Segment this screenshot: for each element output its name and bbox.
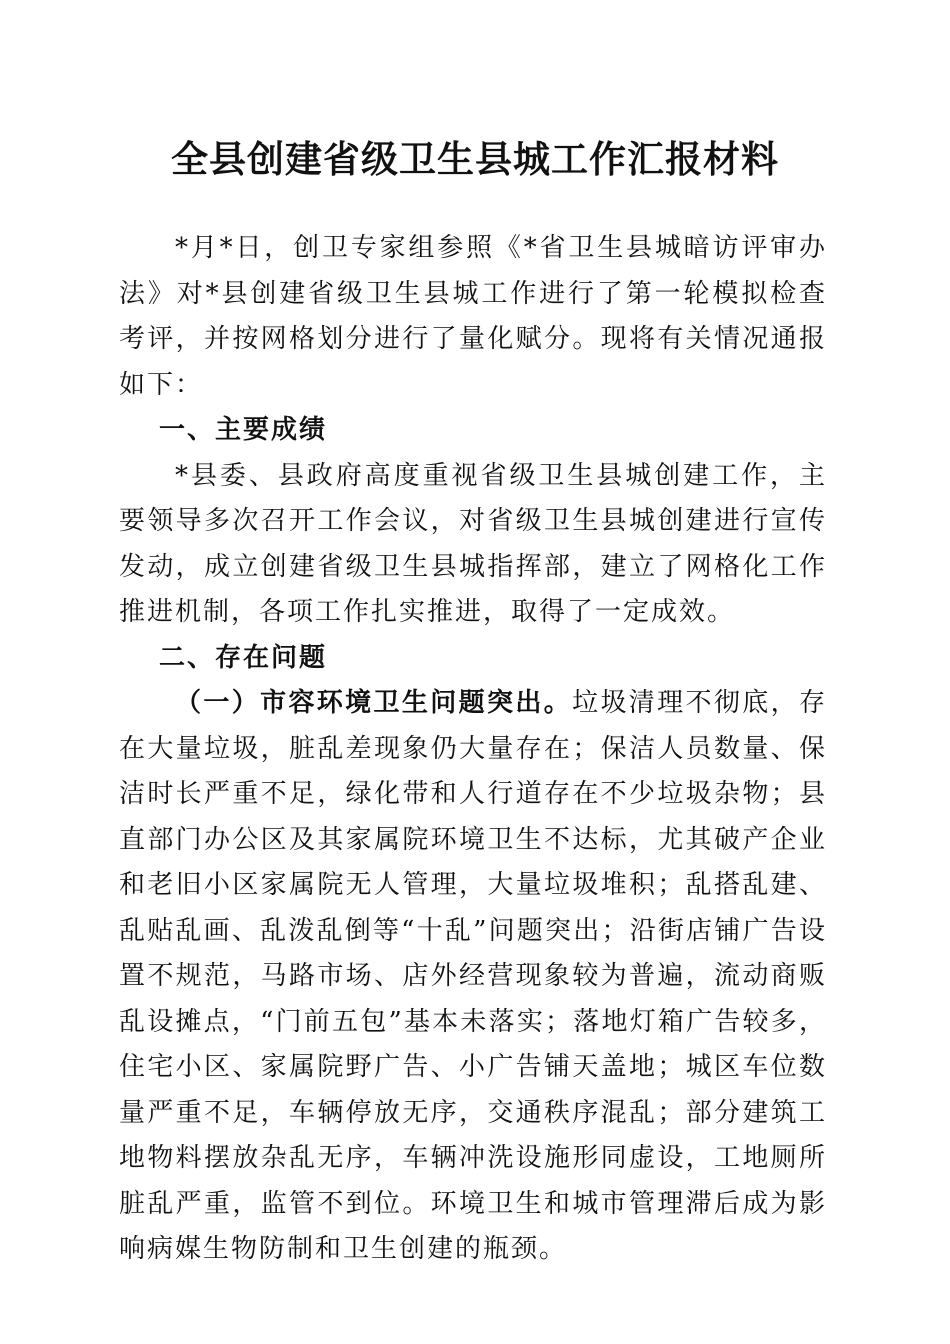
achievements-paragraph: *县委、县政府高度重视省级卫生县城创建工作，主要领导多次召开工作会议，对省级卫生县城创建进行宣传发动，成立创建省级卫生县城指挥部，建立了网格化工作推进机制，各项工作扎实推进，取得了一定成效。	[119, 460, 827, 627]
intro-paragraph: *月*日，创卫专家组参照《*省卫生县城暗访评审办法》对*县创建省级卫生县城工作进行了第一轮模拟检查考评，并按网格划分进行了量化赋分。现将有关情况通报如下：	[119, 233, 827, 400]
problem-1-text: 垃圾清理不彻底，存在大量垃圾，脏乱差现象仍大量存在；保洁人员数量、保洁时长严重不足，绿化带和人行道存在不少垃圾杂物；县直部门办公区及其家属院环境卫生不达标，尤其破产企业和老旧小区家属院无人管理，大量垃圾堆积；乱搭乱建、乱贴乱画、乱泼乱倒等“十乱”问题突出；沿街店铺广告设置不规范，马路市场、店外经营现象较为普遍，流动商贩乱设摊点，“门前五包”基本未落实；落地灯箱广告较多，住宅小区、家属院野广告、小广告铺天盖地；城区车位数量严重不足，车辆停放无序，交通秩序混乱；部分建筑工地物料摆放杂乱无序，车辆冲洗设施形同虚设，工地厕所脏乱严重，监管不到位。环境卫生和城市管理滞后成为影响病媒生物防制和卫生创建的瓶颈。	[119, 688, 827, 1264]
problem-1-label: （一）市容环境卫生问题突出。	[175, 688, 573, 718]
problems-paragraph-1	[119, 681, 827, 1273]
section-heading-achievements: 一、主要成绩	[159, 415, 328, 445]
document-body	[119, 226, 827, 1273]
section-heading-problems: 二、存在问题	[159, 642, 328, 673]
document-title: 全县创建省级卫生县城工作汇报材料	[171, 138, 779, 181]
